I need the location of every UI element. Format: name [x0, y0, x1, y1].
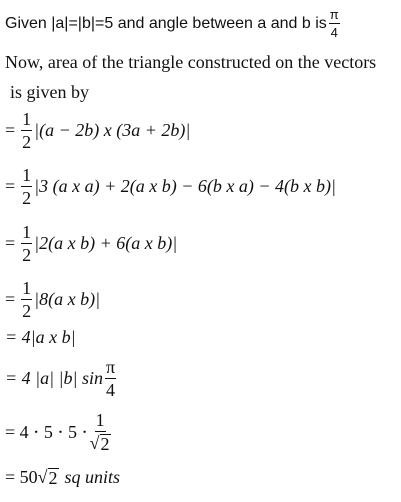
fraction-numerator: 1 [22, 278, 32, 298]
given-text: Given |a|=|b|=5 and angle between a and b is [5, 14, 327, 32]
step-4-expression: |8(a x b)| [34, 289, 101, 309]
step-2-expression: |3 (a x a) + 2(a x b) − 6(b x a) − 4(b x b)| [34, 176, 336, 196]
radicand: 2 [100, 434, 110, 454]
fraction-numerator: 1 [22, 222, 32, 242]
given-line [5, 8, 342, 39]
step-4 [5, 279, 100, 320]
step-8 [5, 467, 120, 488]
now-line: Now, area of the triangle constructed on the vectors [5, 52, 377, 72]
step-8-prefix: = 50 [5, 467, 38, 487]
step-5-expression: = 4|a x b| [5, 327, 76, 347]
one-over-root-two-fraction [90, 411, 111, 454]
fraction-denominator: 4 [106, 380, 115, 400]
equals-sign: = [5, 289, 16, 309]
fraction-numerator: 1 [22, 109, 32, 129]
angle-fraction [329, 8, 340, 39]
equals-sign: = [5, 233, 16, 253]
fraction-numerator: 1 [22, 165, 32, 185]
equals-sign: = [5, 176, 16, 196]
step-7-expression: = 4 ⋅ 5 ⋅ 5 ⋅ [5, 421, 88, 442]
fraction-numerator: 1 [95, 410, 105, 430]
angle-numerator: π [329, 7, 339, 22]
step-2 [5, 166, 336, 207]
equals-sign: = [5, 120, 16, 140]
fraction-denominator: 2 [22, 245, 32, 265]
half-fraction [21, 110, 32, 151]
step-6 [5, 358, 118, 399]
half-fraction [21, 279, 32, 320]
step-7 [5, 411, 113, 454]
root-two-denominator [90, 432, 111, 454]
half-fraction [21, 166, 32, 207]
step-3 [5, 223, 177, 264]
units-text: sq units [64, 467, 121, 487]
radicand: 2 [48, 467, 58, 488]
fraction-denominator: 2 [22, 132, 32, 152]
step-6-expression: = 4 |a| |b| sin [5, 368, 103, 388]
step-1-expression: |(a − 2b) x (3a + 2b)| [34, 120, 191, 140]
step-5 [5, 327, 76, 348]
half-fraction [21, 223, 32, 264]
given-by-line: is given by [10, 82, 89, 102]
sqrt-symbol: √ 2 [37, 466, 58, 488]
fraction-numerator: π [105, 357, 116, 377]
step-1 [5, 110, 190, 151]
step-3-expression: |2(a x b) + 6(a x b)| [34, 233, 178, 253]
fraction-denominator: 2 [22, 301, 32, 321]
sqrt-symbol: √ 2 [89, 433, 110, 454]
fraction-denominator: 2 [22, 188, 32, 208]
angle-denominator: 4 [330, 25, 338, 40]
pi-over-four-fraction [105, 358, 116, 399]
